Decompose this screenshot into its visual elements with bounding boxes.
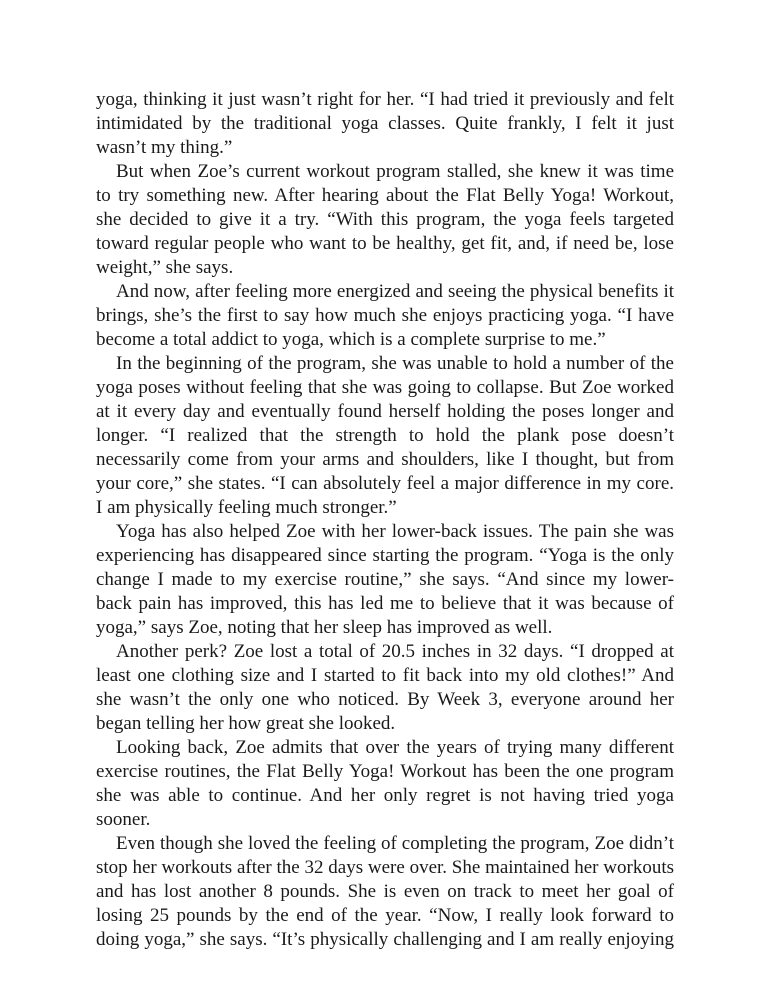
paragraph-continues: Even though she loved the feeling of completing the program, Zoe didn’t stop her workouts after the 32 days were over. She maintained her workouts and has lost another 8 pounds. She is even on track to meet her goal of losing 25 pounds by the end of the year. “Now, I really look forward to doing yoga,” she says. “It’s physically challenging and I am really enjoying xyxy=(96,833,674,950)
paragraph-continued: yoga, thinking it just wasn’t right for her. “I had tried it previously and felt intimidated by the traditional yoga classes. Quite frankly, I felt it just wasn’t my thing.” xyxy=(96,89,674,158)
paragraph: Another perk? Zoe lost a total of 20.5 inches in 32 days. “I dropped at least one clothing size and I started to fit back into my old clothes!” And she wasn’t the only one who noticed. By Week 3, everyone around her began telling her how great she looked. xyxy=(96,641,674,734)
page-body xyxy=(96,88,674,952)
paragraph: But when Zoe’s current workout program stalled, she knew it was time to try something new. After hearing about the Flat Belly Yoga! Workout, she decided to give it a try. “With this program, the yoga feels targeted toward regular people who want to be healthy, get fit, and, if need be, lose weight,” she says. xyxy=(96,161,674,278)
paragraph: In the beginning of the program, she was unable to hold a number of the yoga poses without feeling that she was going to collapse. But Zoe worked at it every day and eventually found herself holding the poses longer and longer. “I realized that the strength to hold the plank pose doesn’t necessarily come from your arms and shoulders, like I thought, but from your core,” she states. “I can absolutely feel a major difference in my core. I am physically feeling much stronger.” xyxy=(96,353,674,518)
paragraph: And now, after feeling more energized and seeing the physical benefits it brings, she’s the first to say how much she enjoys practicing yoga. “I have become a total addict to yoga, which is a complete surprise to me.” xyxy=(96,281,674,350)
paragraph: Looking back, Zoe admits that over the years of trying many different exercise routines, the Flat Belly Yoga! Workout has been the one program she was able to continue. And her only regret is not having tried yoga sooner. xyxy=(96,737,674,830)
paragraph: Yoga has also helped Zoe with her lower-back issues. The pain she was experiencing has disappeared since starting the program. “Yoga is the only change I made to my exercise routine,” she says. “And since my lower-back pain has improved, this has led me to believe that it was because of yoga,” says Zoe, noting that her sleep has improved as well. xyxy=(96,521,674,638)
